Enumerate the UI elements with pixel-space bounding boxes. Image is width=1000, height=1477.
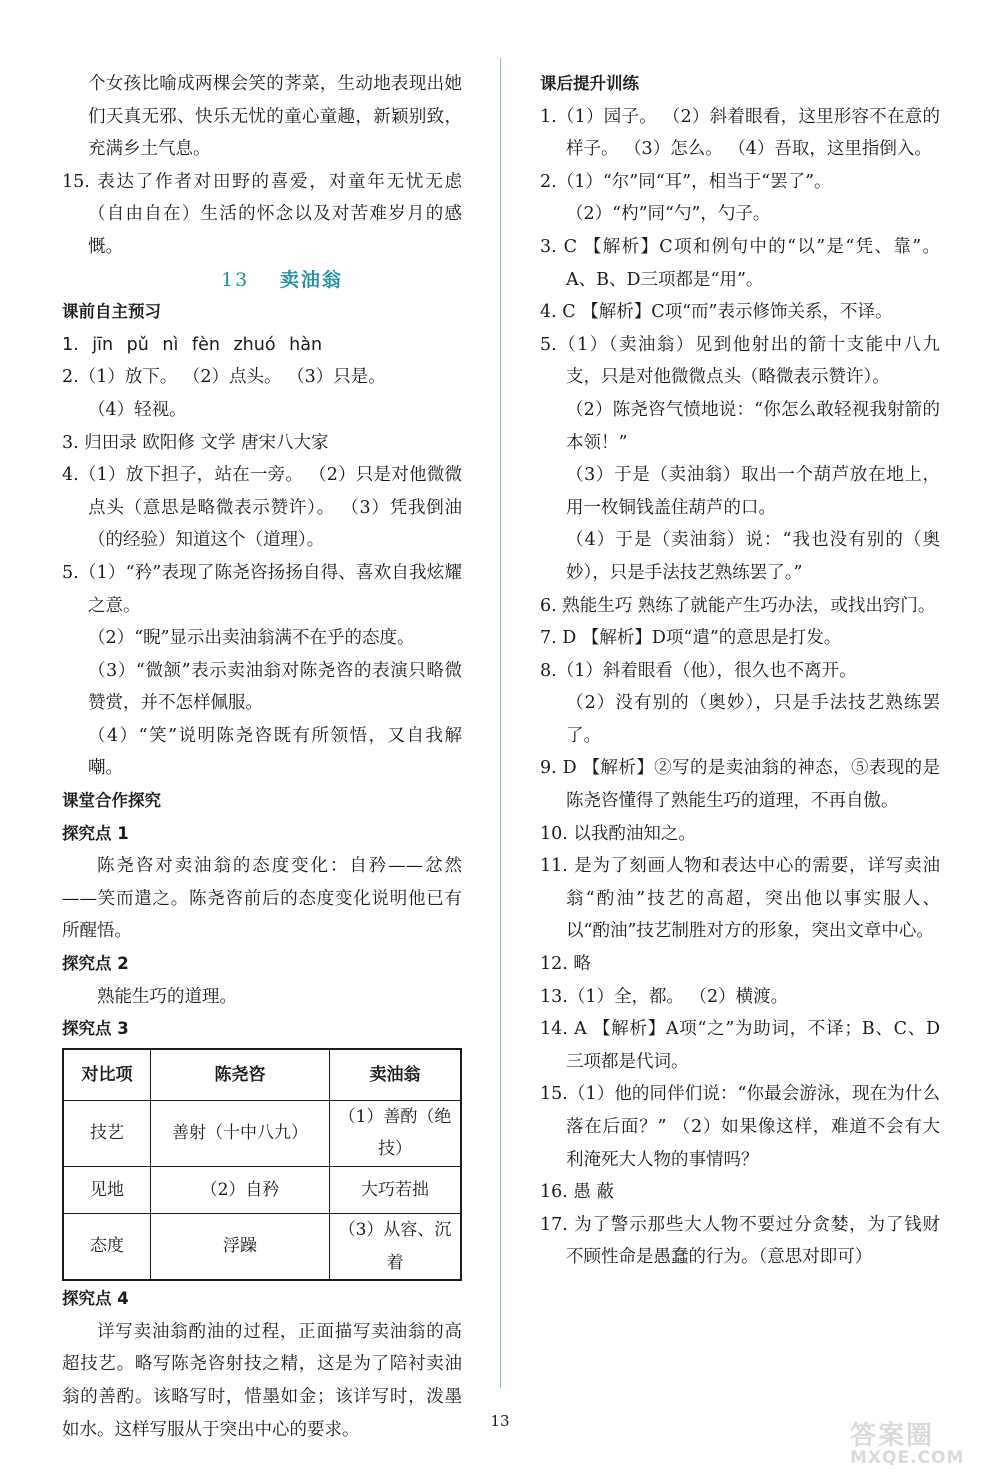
- preview-answer-3: 3. 归田录 欧阳修 文学 唐宋八大家: [62, 432, 329, 453]
- practice-answer-2-cont: （2）“杓”同“勺”，勺子。: [566, 204, 771, 225]
- preview-answer-1: 1. jīn pǔ nì fèn zhuó hàn: [62, 334, 323, 355]
- preview-answer-5-4: （4）“笑”说明陈尧咨既有所领悟，又自我解嘲。: [88, 725, 462, 779]
- table-header-cell: 陈尧咨: [151, 1049, 330, 1101]
- table-cell: 善射（十中八九）: [151, 1100, 330, 1166]
- practice-answer-12: 12. 略: [540, 954, 591, 975]
- lesson-name: 卖油翁: [279, 268, 343, 291]
- table-cell: （2）自矜: [151, 1167, 330, 1214]
- watermark-url: MXQE.COM: [850, 1448, 965, 1468]
- comparison-table: [62, 1048, 462, 1281]
- watermark-logo: [850, 1415, 995, 1473]
- practice-answer-4: 4. C 【解析】C项“而”表示修饰关系，不译。: [540, 302, 893, 323]
- practice-answer-5-3: （3）于是（卖油翁）取出一个葫芦放在地上，用一枚铜钱盖住葫芦的口。: [566, 465, 940, 518]
- practice-answer-17: 17. 为了警示那些大人物不要过分贪婪，为了钱财不顾性命是愚蠢的行为。（意思对即可）: [540, 1214, 940, 1268]
- table-header-cell: 对比项: [63, 1049, 151, 1101]
- table-row: [63, 1167, 461, 1214]
- inquiry-point-3: 探究点 3: [62, 1019, 129, 1039]
- section-heading-inquiry: 课堂合作探究: [62, 791, 161, 811]
- right-column: [540, 68, 940, 1274]
- practice-answer-8-cont: （2）没有别的（奥妙），只是手法技艺熟练罢了。: [566, 693, 940, 746]
- table-cell: （3）从容、沉着: [330, 1214, 462, 1281]
- watermark-text: 答案圈: [850, 1421, 935, 1451]
- practice-answer-6: 6. 熟能生巧 熟练了就能产生巧办法，或找出窍门。: [540, 595, 936, 616]
- inquiry-2-text: 熟能生巧的道理。: [97, 986, 237, 1007]
- answer-continuation: 个女孩比喻成两棵会笑的荠菜，生动地表现出她们天真无邪、快乐无忧的童心童趣，新颖别致，充满乡土气息。: [88, 74, 462, 160]
- preview-answer-2: 2.（1）放下。 （2）点头。 （3）只是。: [62, 367, 386, 388]
- practice-answer-5-2: （2）陈尧咨气愤地说：“你怎么敢轻视我射箭的本领！”: [566, 399, 940, 453]
- left-column: [62, 68, 462, 1446]
- inquiry-point-2: 探究点 2: [62, 954, 129, 974]
- preview-answer-5-3: （3）“微颔”表示卖油翁对陈尧咨的表演只略微赞赏，并不怎样佩服。: [88, 660, 462, 714]
- practice-answer-1: 1.（1）园子。 （2）斜着眼看，这里形容不在意的样子。 （3）怎么。 （4）吾取，这里指倒入。: [540, 106, 940, 160]
- practice-answer-10: 10. 以我酌油知之。: [540, 823, 696, 844]
- table-row: [63, 1214, 461, 1281]
- practice-answer-13: 13.（1）全，都。 （2）横渡。: [540, 986, 789, 1007]
- page-number: 13: [490, 1412, 510, 1430]
- table-header-row: [63, 1049, 461, 1101]
- practice-answer-15: 15.（1）他的同伴们说：“你最会游泳，现在为什么落在后面？” （2）如果像这样，难道不会有大利淹死大人物的事情吗？: [540, 1084, 940, 1170]
- practice-answer-8: 8.（1）斜着眼看（他），很久也不离开。: [540, 660, 857, 681]
- practice-answer-11: 11. 是为了刻画人物和表达中心的需要，详写卖油翁“酌油”技艺的高超，突出他以事实服人、以“酌油”技艺制胜对方的形象，突出文章中心。: [540, 856, 940, 942]
- practice-answer-3: 3. C 【解析】C项和例句中的“以”是“凭、靠”。A、B、D三项都是“用”。: [540, 236, 940, 290]
- table-cell: （1）善酌（绝技）: [330, 1100, 462, 1166]
- practice-answer-9: 9. D 【解析】②写的是卖油翁的神态，⑤表现的是陈尧咨懂得了熟能生巧的道理，不再自傲。: [540, 758, 940, 812]
- column-divider: [500, 58, 501, 1388]
- table-cell: 见地: [63, 1167, 151, 1214]
- inquiry-point-1: 探究点 1: [62, 823, 129, 843]
- table-header-cell: 卖油翁: [330, 1049, 462, 1101]
- section-heading-practice: 课后提升训练: [540, 74, 639, 93]
- answer-15: 15. 表达了作者对田野的喜爱，对童年无忧无虑（自由自在）生活的怀念以及对苦难岁月的感慨。: [62, 171, 462, 257]
- table-cell: 浮躁: [151, 1214, 330, 1281]
- preview-answer-2-cont: （4）轻视。: [88, 399, 187, 420]
- section-heading-preview: 课前自主预习: [62, 302, 161, 322]
- table-cell: 态度: [63, 1214, 151, 1281]
- practice-answer-14: 14. A 【解析】A项“之”为助词，不译；B、C、D三项都是代词。: [540, 1019, 940, 1072]
- lesson-title: [62, 264, 462, 297]
- inquiry-point-4: 探究点 4: [62, 1289, 129, 1309]
- practice-answer-16: 16. 愚 蔽: [540, 1182, 614, 1203]
- practice-answer-7: 7. D 【解析】D项“遣”的意思是打发。: [540, 628, 842, 649]
- practice-answer-5-4: （4）于是（卖油翁）说：“我也没有别的（奥妙），只是手法技艺熟练罢了。”: [566, 530, 940, 583]
- lesson-number: 13: [221, 268, 250, 291]
- practice-answer-5: 5.（1）（卖油翁）见到他射出的箭十支能中八九支，只是对他微微点头（略微表示赞许）。: [540, 334, 940, 388]
- table-row: [63, 1100, 461, 1166]
- practice-answer-2: 2.（1）“尔”同“耳”，相当于“罢了”。: [540, 171, 832, 192]
- preview-answer-5: 5.（1）“矜”表现了陈尧咨扬扬自得、喜欢自我炫耀之意。: [62, 562, 462, 616]
- table-cell: 大巧若拙: [330, 1167, 462, 1214]
- preview-answer-4: 4.（1）放下担子，站在一旁。 （2）只是对他微微点头（意思是略微表示赞许）。 （3）凭我倒油（的经验）知道这个（道理）。: [62, 465, 462, 551]
- table-cell: 技艺: [63, 1100, 151, 1166]
- preview-answer-5-2: （2）“睨”显示出卖油翁满不在乎的态度。: [88, 628, 415, 649]
- inquiry-1-text: 陈尧咨对卖油翁的态度变化：自矜——忿然——笑而遣之。陈尧咨前后的态度变化说明他已有所醒悟。: [62, 856, 462, 942]
- inquiry-4-text: 详写卖油翁酌油的过程，正面描写卖油翁的高超技艺。略写陈尧咨射技之精，这是为了陪衬卖油翁的善酌。该略写时，惜墨如金；该详写时，泼墨如水。这样写服从于突出中心的要求。: [62, 1321, 462, 1440]
